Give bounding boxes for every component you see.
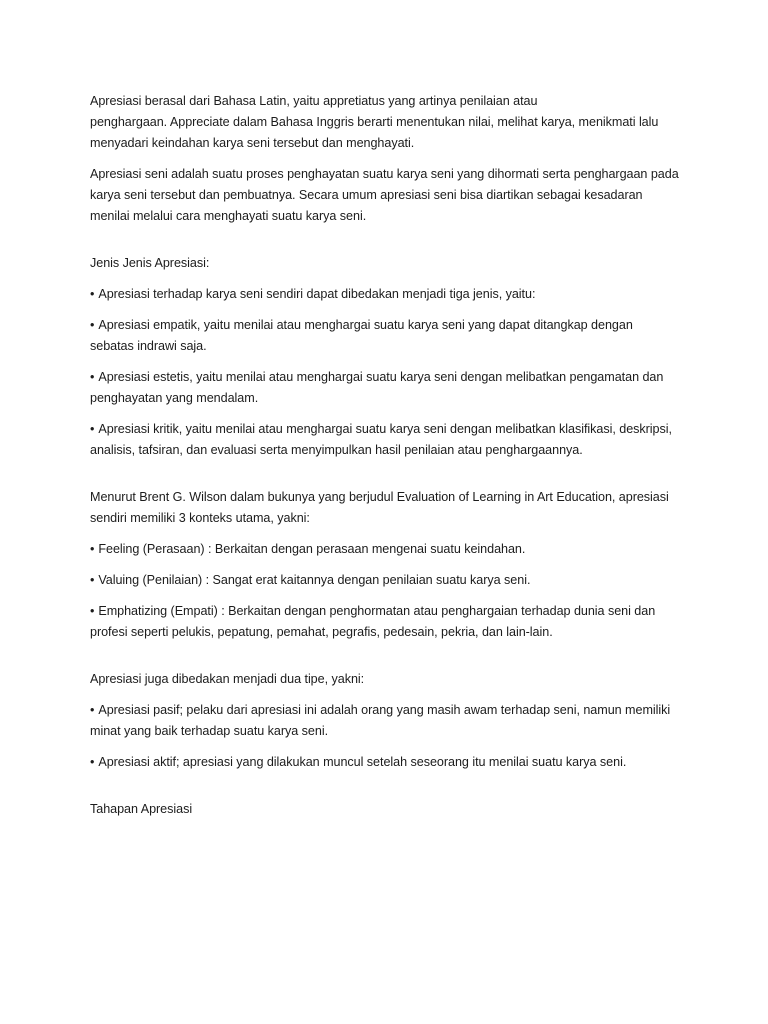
bullet-text: Apresiasi empatik, yaitu menilai atau menghargai suatu karya seni yang dapat ditangkap dengan xyxy=(98,318,633,332)
wilson-intro xyxy=(90,487,690,529)
text-line: Apresiasi berasal dari Bahasa Latin, yaitu appretiatus yang artinya penilaian atau xyxy=(90,94,538,108)
bullet-text: Valuing (Penilaian) : Sangat erat kaitannya dengan penilaian suatu karya seni. xyxy=(98,573,531,587)
bullet-item xyxy=(90,752,690,773)
bullet-marker: • xyxy=(90,318,95,332)
bullet-marker: • xyxy=(90,370,95,384)
text-line: penghayatan yang mendalam. xyxy=(90,391,259,405)
section-tahapan-apresiasi xyxy=(90,799,690,820)
bullet-marker: • xyxy=(90,287,95,301)
section-heading xyxy=(90,253,690,274)
text-line xyxy=(90,570,690,591)
text-line: analisis, tafsiran, dan evaluasi serta menyimpulkan hasil penilaian atau penghargaannya. xyxy=(90,443,583,457)
section-heading xyxy=(90,799,690,820)
intro-paragraph-1 xyxy=(90,91,690,154)
text-line: menilai melalui cara menghayati suatu karya seni. xyxy=(90,209,367,223)
heading-text: Apresiasi juga dibedakan menjadi dua tipe, yakni: xyxy=(90,672,365,686)
bullet-text: Emphatizing (Empati) : Berkaitan dengan penghormatan atau penghargaian terhadap dunia seni dan xyxy=(98,604,656,618)
bullet-item xyxy=(90,700,690,742)
bullet-item xyxy=(90,601,690,643)
heading-text: Jenis Jenis Apresiasi: xyxy=(90,256,210,270)
text-line: penghargaan. Appreciate dalam Bahasa Inggris berarti menentukan nilai, melihat karya, menikmati lalu xyxy=(90,115,659,129)
bullet-marker: • xyxy=(90,422,95,436)
bullet-item xyxy=(90,284,690,305)
text-line: menyadari keindahan karya seni tersebut dan menghayati. xyxy=(90,136,415,150)
text-line xyxy=(90,752,690,773)
section-wilson-konteks xyxy=(90,487,690,643)
bullet-item xyxy=(90,315,690,357)
text-line: karya seni tersebut dan pembuatnya. Secara umum apresiasi seni bisa diartikan sebagai kesadaran xyxy=(90,188,643,202)
bullet-text: Apresiasi terhadap karya seni sendiri dapat dibedakan menjadi tiga jenis, yaitu: xyxy=(98,287,536,301)
bullet-marker: • xyxy=(90,573,95,587)
bullet-marker: • xyxy=(90,604,95,618)
text-line xyxy=(90,700,690,721)
text-line: Apresiasi seni adalah suatu proses penghayatan suatu karya seni yang dihormati serta penghargaan pada xyxy=(90,167,679,181)
bullet-text: Apresiasi kritik, yaitu menilai atau menghargai suatu karya seni dengan melibatkan klasifikasi, deskripsi, xyxy=(98,422,672,436)
text-line xyxy=(90,284,690,305)
bullet-text: Apresiasi estetis, yaitu menilai atau menghargai suatu karya seni dengan melibatkan pengamatan dan xyxy=(98,370,664,384)
bullet-item xyxy=(90,570,690,591)
text-line: minat yang baik terhadap suatu karya seni. xyxy=(90,724,329,738)
heading-text: Tahapan Apresiasi xyxy=(90,802,193,816)
bullet-marker: • xyxy=(90,755,95,769)
bullet-marker: • xyxy=(90,542,95,556)
text-line: profesi seperti pelukis, pepatung, pemahat, pegrafis, pedesain, pekria, dan lain-lain. xyxy=(90,625,553,639)
text-line xyxy=(90,539,690,560)
bullet-item xyxy=(90,367,690,409)
document-page xyxy=(90,91,690,830)
text-line xyxy=(90,367,690,388)
text-line xyxy=(90,601,690,622)
text-line: sebatas indrawi saja. xyxy=(90,339,207,353)
bullet-text: Apresiasi pasif; pelaku dari apresiasi ini adalah orang yang masih awam terhadap seni, namun memiliki xyxy=(98,703,671,717)
text-line: sendiri memiliki 3 konteks utama, yakni: xyxy=(90,511,310,525)
text-line: Menurut Brent G. Wilson dalam bukunya yang berjudul Evaluation of Learning in Art Education, apresiasi xyxy=(90,490,669,504)
bullet-marker: • xyxy=(90,703,95,717)
bullet-item xyxy=(90,419,690,461)
section-tipe-apresiasi xyxy=(90,669,690,773)
bullet-text: Feeling (Perasaan) : Berkaitan dengan perasaan mengenai suatu keindahan. xyxy=(98,542,526,556)
section-jenis-apresiasi xyxy=(90,253,690,461)
section-heading xyxy=(90,669,690,690)
bullet-text: Apresiasi aktif; apresiasi yang dilakukan muncul setelah seseorang itu menilai suatu karya seni. xyxy=(98,755,627,769)
bullet-item xyxy=(90,539,690,560)
text-line xyxy=(90,315,690,336)
text-line xyxy=(90,419,690,440)
intro-paragraph-2 xyxy=(90,164,690,227)
